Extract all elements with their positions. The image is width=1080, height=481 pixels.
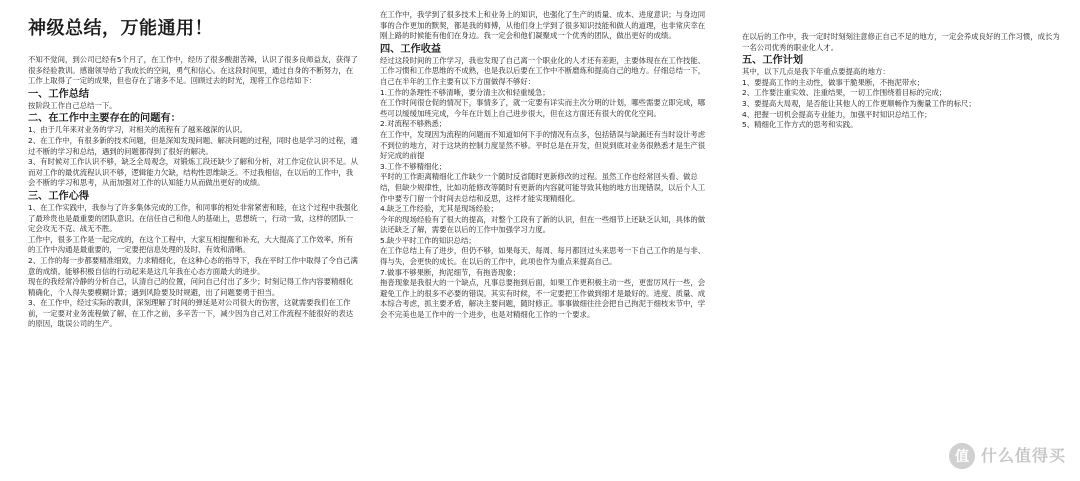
paragraph: 4、把握一切机会提高专业能力，加强平时知识总结工作； <box>742 109 932 119</box>
column-1-body <box>28 55 360 330</box>
paragraph: 在工作时间很仓促的情况下，事情多了，就一定要有详实而主次分明的计划，哪些需要立即完成，哪些可以缓缓加班完成，今年在计划上自己进步很大，但在这方面还有很大的优化空间。 <box>380 98 706 118</box>
watermark <box>949 443 1066 469</box>
paragraph: 1、由于几年来对业务的学习，对相关的流程有了越来越深的认识。 <box>28 125 248 135</box>
column-1 <box>28 0 360 481</box>
paragraph: 1.工作的条理性不够清晰，要分清主次和轻重缓急； <box>380 87 550 97</box>
paragraph: 2.对流程不够熟悉； <box>380 119 447 129</box>
paragraph: 2、在工作中，有很多新的技术问题，但是深知发现问题、解决问题的过程，同时也是学习的过程，通过不断的学习和总结，遇到的问题都得到了很好的解决。 <box>28 135 358 156</box>
paragraph: 其中，以下几点是我下年重点要提高的地方： <box>742 67 890 77</box>
paragraph: 在以后的工作中，我一定时时刻刻注意修正自己不足的地方，一定会养成良好的工作习惯，成长为一名公司优秀的职业化人才。 <box>742 32 1060 52</box>
paragraph: 工作中，很多工作是一起完成的，在这个工程中，大家互相提醒和补充，大大提高了工作效率，所有的工作中沟通是最重要的，一定要把信息处理的及时、有效和清晰。 <box>28 234 354 255</box>
paragraph: 3、有时候对工作认识不够，缺乏全局观念，对锻炼工段还缺少了解和分析，对工作定位认识不足。从而对工作的最优流程认识不够，逻辑能力欠缺，结构性思维缺乏。不过我相信，在以后的工作中，我会不断的学习和思考，从而加强对工作的认知能力从而做出更好的成绩。 <box>28 157 358 188</box>
paragraph: 5.缺少平时工作的知识总结； <box>380 235 476 245</box>
paragraph: 经过这段时间的工作学习，我也发现了自己离一个职业化的人才还有差距，主要体现在在工作技能、工作习惯和工作思维的不成熟，也是我以后要在工作中不断磨炼和提高自己的地方。仔细总结一下，自己在半年的工作主要有以下方面做得不够好： <box>380 55 706 86</box>
paragraph: 平时的工作距离精细化工作缺少一个随时反省随时更新修改的过程。虽然工作也经常回头看、做总结，但缺少规律性，比如功能修改等随时有更新的内容就可能导致其他的地方出现错误，以后个人工作中要专门留一个时间去总结和反思，这样才能实现精细化。 <box>380 172 706 203</box>
zhi-icon <box>949 443 975 469</box>
section-heading: 三、工作心得 <box>28 190 90 202</box>
column-2 <box>380 0 706 481</box>
paragraph: 4.缺乏工作经验，尤其是现场经验； <box>380 204 498 214</box>
watermark-text: 什么值得买 <box>980 446 1066 465</box>
paragraph: 2、工作的每一步都要精准细致，力求精细化，在这种心态的指导下，我在平时工作中取得了令自己满意的成绩。能够积极自信的行动起来是这几年我在心态方面最大的进步。 <box>28 255 358 276</box>
section-heading: 四、工作收益 <box>380 43 442 55</box>
paragraph: 3、要提高大局观，是否能让其他人的工作更顺畅作为衡量工作的标尺； <box>742 98 976 108</box>
document-title: 神级总结，万能通用！ <box>28 18 213 39</box>
paragraph: 在工作中，发现因为流程的问题而不知道如何下手的情况有点多，包括错误与缺漏还有当时设计考虑不到位的地方，对于这块的控制力度显然不够。平时总是在开发，但说到底对业务很熟悉才是生产很好完成的前提 <box>380 129 706 161</box>
paragraph: 在工作中，我学到了很多技术上和业务上的知识，也强化了生产的质量、成本、进度意识；与身边同事的合作更加的默契，都是我的师傅，从他们身上学到了很多知识技能和做人的道理，也非常庆幸在刚上路的时候能有他们在身边。我一定会和他们凝聚成一个优秀的团队，做出更好的成绩。 <box>380 10 706 41</box>
section-heading: 二、在工作中主要存在的问题有： <box>28 113 181 125</box>
paragraph: 不知不觉间，到公司已经有5个月了，在工作中，经历了很多酸甜苦辣，认识了很多良师益友，获得了很多经验教训。感谢领导给了我成长的空间，勇气和信心。在这段时间里，通过自身的不断努力，在工作上取得了一定的成果，但也存在了诸多不足。回顾过去的时光，现将工作总结如下： <box>28 55 358 86</box>
paragraph: 3.工作不够精细化； <box>380 161 447 171</box>
paragraph: 5、精细化工作方式的思考和实践。 <box>742 120 858 130</box>
column-3 <box>742 0 1064 481</box>
column-3-body <box>742 32 1064 131</box>
paragraph: 7.做事不够果断，拘泥细节，有拖沓现象； <box>380 267 521 277</box>
paragraph: 3、在工作中，经过实际的教训，深刻理解了时间的弹延是对公司很大的伤害，这就需要我们在工作前，一定要对业务流程做了解，在工作之前，多辛苦一下，减少因为自己对工作流程不能很好的表达的原因，耽误公司的生产。 <box>28 298 354 329</box>
column-2-body <box>380 10 706 321</box>
paragraph: 在工作总结上有了进步，但仍不够，如果每天、每周、每月都回过头来思考一下自己工作的是与非、得与失，会更快的成长。在以后的工作中，此项也作为重点来提高自己。 <box>380 246 706 267</box>
paragraph: 今年的现场经验有了很大的提高，对整个工段有了新的认识，但在一些细节上还缺乏认知，具体的做法还缺乏了解，需要在以后的工作中加强学习力度。 <box>380 214 706 235</box>
section-heading: 五、工作计划 <box>742 55 804 67</box>
paragraph: 2、工作要注重实效、注重结果，一切工作围绕着目标的完成； <box>742 88 947 98</box>
zhi-logo-text: 值 <box>954 449 969 465</box>
paragraph: 现在的我经常冷静的分析自己，认清自己的位置，问问自己付出了多少；时刻记得工作内容要精细化精确化，个人得失要模糊计算；遇到风险要及时规避，出了问题要勇于担当。 <box>28 277 354 297</box>
section-heading: 一、工作总结 <box>28 88 90 100</box>
paragraph: 按阶段工作自己总结一下。 <box>28 100 117 110</box>
paragraph: 拖沓现象是我很大的一个缺点，凡事总要拖到后面，如果工作更积极主动一些，更雷厉风行一些，会避免工作上的很多不必要的错误。其实有时候，不一定要把工作做到细才是最好的。进度、质量、成本综合考虑，抓主要矛盾，解决主要问题，随时修正。事事做细往往会把自己拘泥于细枝末节中，学会不完美也是工作中的一个进步，也是对精细化工作的一个要求。 <box>380 278 706 320</box>
paragraph: 1、要提高工作的主动性，做事干脆果断，不拖泥带水； <box>742 77 925 87</box>
paragraph: 1、在工作实践中，我参与了许多集体完成的工作，和同事的相处非常紧密和睦，在这个过程中我强化了最珍贵也是最重要的团队意识。在信任自己和他人的基础上，思想统一，行动一致，这样的团队一定会攻无不克、战无不胜。 <box>28 202 358 234</box>
zhi-logo-glyph <box>949 443 975 469</box>
